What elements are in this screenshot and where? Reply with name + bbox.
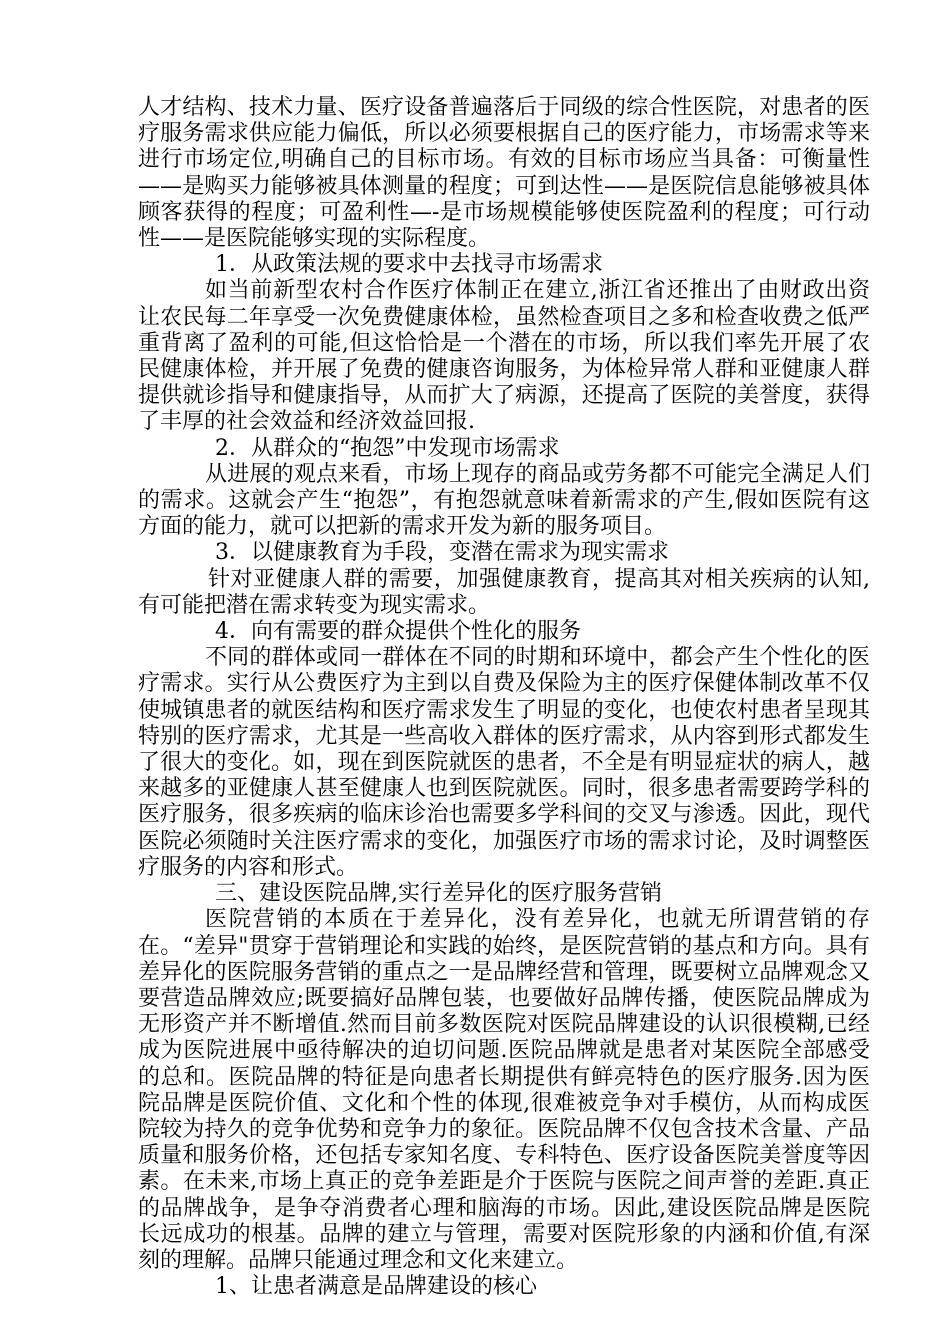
paragraph-personalized-service: 不同的群体或同一群体在不同的时期和环境中，都会产生个性化的医疗需求。实行从公费医疗为主到以自费及保险为主的医疗保健体制改革不仅使城镇患者的就医结构和医疗需求发生了明显的变化，也使农村患者呈现其特别的医疗需求，尤其是一些高收入群体的医疗需求，从内容到形式都发生了很大的变化。如，现在到医院就医的患者，不全是有明显症状的病人，越来越多的亚健康人甚至健康人也到医院就医。同时，很多患者需要跨学科的医疗服务，很多疾病的临床诊治也需要多学科间的交叉与渗透。因此，现代医院必须随时关注医疗需求的变化，加强医疗市场的需求讨论，及时调整医疗服务的内容和形式。: [138, 645, 870, 880]
heading-policy-demand: 1．从政策法规的要求中去找寻市场需求: [215, 252, 603, 278]
heading-health-education: 3．以健康教育为手段，变潜在需求为现实需求: [215, 540, 669, 566]
heading-patient-satisfaction: 1、让患者满意是品牌建设的核心: [215, 1274, 537, 1300]
paragraph-complaint-demand: 从进展的观点来看，市场上现存的商品或劳务都不可能完全满足人们的需求。这就会产生“抱怨”，有抱怨就意味着新需求的产生,假如医院有这方面的能力，就可以把新的需求开发为新的服务项目。: [138, 461, 870, 540]
heading-personalized-service: 4．向有需要的群众提供个性化的服务: [215, 619, 581, 645]
paragraph-policy-demand: 如当前新型农村合作医疗体制正在建立,浙江省还推出了由财政出资让农民每二年享受一次免费健康体检，虽然检查项目之多和检查收费之低严重背离了盈利的可能,但这恰恰是一个潜在的市场，所以我们率先开展了农民健康体检，并开展了免费的健康咨询服务，为体检异常人群和亚健康人群提供就诊指导和健康指导，从而扩大了病源，还提高了医院的美誉度，获得了丰厚的社会效益和经济效益回报.: [138, 278, 870, 435]
heading-hospital-brand: 三、建设医院品牌,实行差异化的医疗服务营销: [215, 881, 662, 907]
heading-complaint-demand: 2．从群众的“抱怨”中发现市场需求: [215, 435, 560, 461]
paragraph-hospital-brand: 医院营销的本质在于差异化，没有差异化，也就无所谓营销的存在。“差异"贯穿于营销理论和实践的始终，是医院营销的基点和方向。具有差异化的医院服务营销的重点之一是品牌经营和管理，既要树立品牌观念又要营造品牌效应;既要搞好品牌包装，也要做好品牌传播，使医院品牌成为无形资产并不断增值.然而目前多数医院对医院品牌建设的认识很模糊,已经成为医院进展中亟待解决的迫切问题.医院品牌就是患者对某医院全部感受的总和。医院品牌的特征是向患者长期提供有鲜亮特色的医疗服务.因为医院品牌是医院价值、文化和个性的体现,很难被竞争对手模仿，从而构成医院较为持久的竞争优势和竞争力的象征。医院品牌不仅包含技术含量、产品质量和服务价格，还包括专家知名度、专科特色、医疗设备医院美誉度等因素。在未来,市场上真正的竞争差距是介于医院与医院之间声誉的差距.真正的品牌战争，是争夺消费者心理和脑海的市场。因此,建设医院品牌是医院长远成功的根基。品牌的建立与管理，需要对医院形象的内涵和价值,有深刻的理解。品牌只能通过理念和文化来建立。: [138, 907, 870, 1273]
document-body: [138, 95, 870, 1300]
paragraph-intro: 人才结构、技术力量、医疗设备普遍落后于同级的综合性医院，对患者的医疗服务需求供应能力偏低，所以必须要根据自己的医疗能力，市场需求等来进行市场定位,明确自己的目标市场。有效的目标市场应当具备：可衡量性——是购买力能够被具体测量的程度；可到达性——是医院信息能够被具体顾客获得的程度；可盈利性—-是市场规模能够使医院盈利的程度；可行动性——是医院能够实现的实际程度。: [138, 95, 870, 252]
paragraph-health-education: 针对亚健康人群的需要，加强健康教育，提高其对相关疾病的认知,有可能把潜在需求转变为现实需求。: [138, 566, 870, 618]
